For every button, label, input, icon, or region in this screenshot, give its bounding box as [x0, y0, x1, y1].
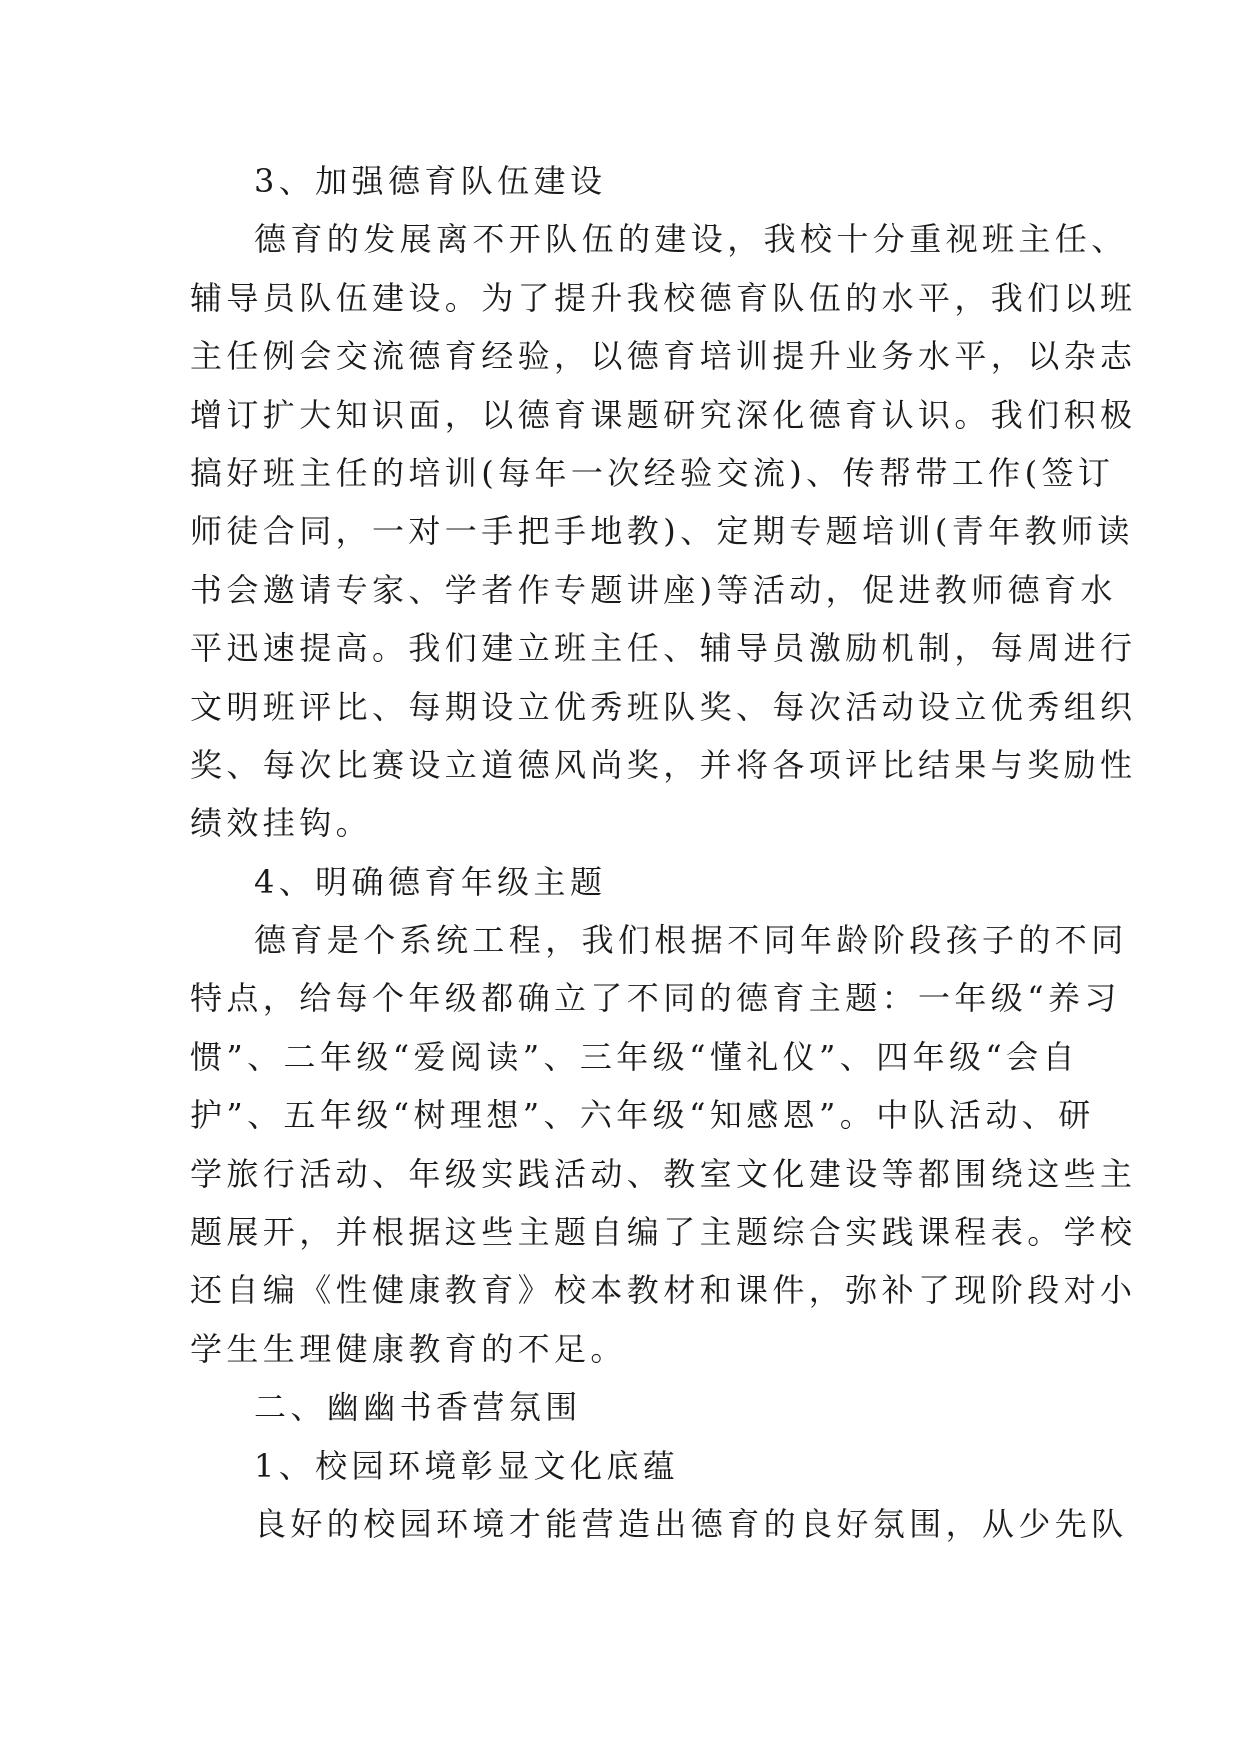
paragraph-line: 平迅速提高。我们建立班主任、辅导员激励机制，每周进行: [190, 629, 1137, 668]
paragraph-line: 护”、五年级“树理想”、六年级“知感恩”。中队活动、研: [190, 1096, 1095, 1135]
paragraph-line: 还自编《性健康教育》校本教材和课件，弥补了现阶段对小: [190, 1271, 1137, 1310]
paragraph-line: 师徒合同，一对一手把手地教)、定期专题培训(青年教师读: [190, 512, 1134, 551]
paragraph-line: 搞好班主任的培训(每年一次经验交流)、传帮带工作(签订: [190, 453, 1115, 492]
paragraph-line: 主任例会交流德育经验，以德育培训提升业务水平，以杂志: [190, 337, 1137, 376]
paragraph-line: 德育是个系统工程，我们根据不同年龄阶段孩子的不同: [254, 921, 1128, 960]
paragraph-line: 题展开，并根据这些主题自编了主题综合实践课程表。学校: [190, 1213, 1137, 1252]
paragraph-line: 奖、每次比赛设立道德风尚奖，并将各项评比结果与奖励性: [190, 745, 1137, 784]
document-body: [190, 152, 1137, 1553]
paragraph-line: 学生生理健康教育的不足。: [190, 1329, 627, 1368]
paragraph-line: 增订扩大知识面，以德育课题研究深化德育认识。我们积极: [190, 395, 1137, 434]
chapter-heading: 二、幽幽书香营氛围: [254, 1388, 582, 1427]
paragraph-line: 特点，给每个年级都确立了不同的德育主题：一年级“养习: [190, 979, 1121, 1018]
paragraph-line: 良好的校园环境才能营造出德育的良好氛围，从少先队: [254, 1504, 1128, 1543]
section-heading: 1、校园环境彰显文化底蕴: [254, 1446, 680, 1485]
paragraph-line: 学旅行活动、年级实践活动、教室文化建设等都围绕这些主: [190, 1154, 1137, 1193]
paragraph-line: 辅导员队伍建设。为了提升我校德育队伍的水平，我们以班: [190, 278, 1137, 317]
paragraph-line: 书会邀请专家、学者作专题讲座)等活动，促进教师德育水: [190, 570, 1117, 609]
section-heading: 4、明确德育年级主题: [254, 862, 607, 901]
paragraph-line: 绩效挂钩。: [190, 804, 373, 843]
paragraph-line: 文明班评比、每期设立优秀班队奖、每次活动设立优秀组织: [190, 687, 1137, 726]
section-heading: 3、加强德育队伍建设: [254, 162, 607, 200]
paragraph-line: 惯”、二年级“爱阅读”、三年级“懂礼仪”、四年级“会自: [190, 1037, 1079, 1076]
paragraph-line: 德育的发展离不开队伍的建设，我校十分重视班主任、: [254, 220, 1128, 259]
